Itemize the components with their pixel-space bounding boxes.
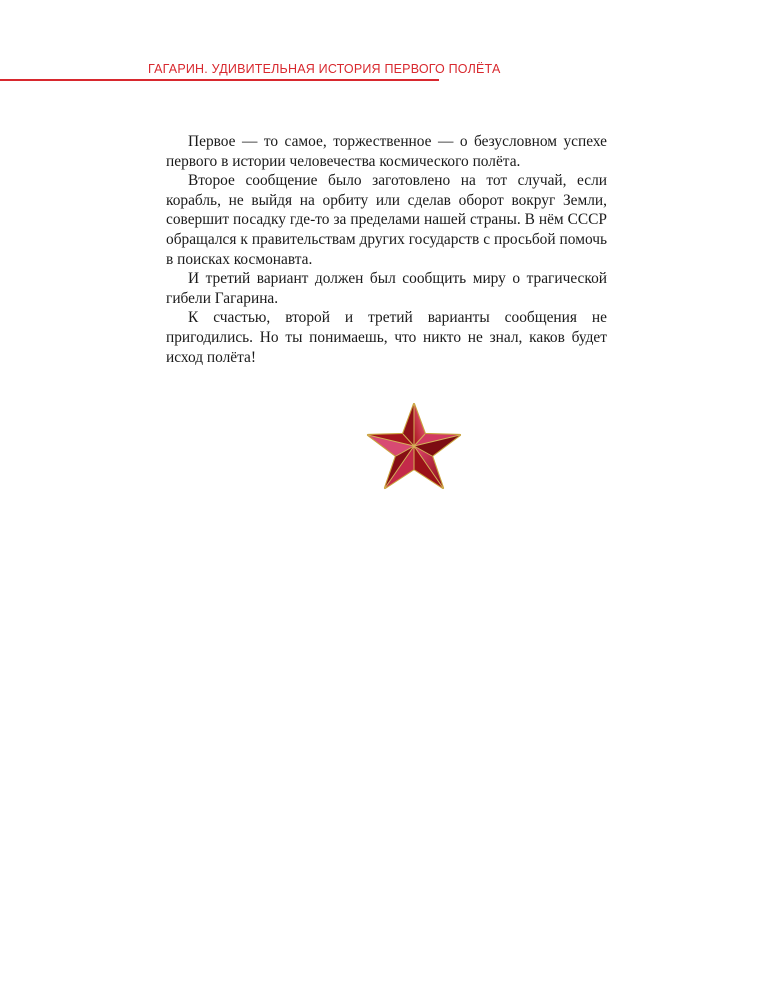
paragraph-4: К счастью, второй и третий варианты сообщения не пригодились. Но ты понимаешь, что никто не знал, каков будет исход полёта! bbox=[166, 309, 607, 366]
paragraph-3: И третий вариант должен был сообщить миру о трагической гибели Гагарина. bbox=[166, 270, 607, 307]
paragraph-2: Второе сообщение было заготовлено на тот случай, если корабль, не выйдя на орбиту или сделав оборот вокруг Земли, совершит посадку где-то за пределами нашей страны. В нём СССР обращался к правительствам других государств с просьбой помочь в поисках космонавта. bbox=[166, 172, 607, 268]
paragraph-1: Первое — то самое, торжественное — о безусловном успехе первого в истории человечества космического полёта. bbox=[166, 133, 607, 170]
article-body bbox=[166, 132, 607, 367]
running-header-title: ГАГАРИН. УДИВИТЕЛЬНАЯ ИСТОРИЯ ПЕРВОГО ПОЛЁТА bbox=[148, 62, 501, 76]
red-star-icon bbox=[366, 402, 462, 490]
header-rule bbox=[0, 79, 439, 81]
